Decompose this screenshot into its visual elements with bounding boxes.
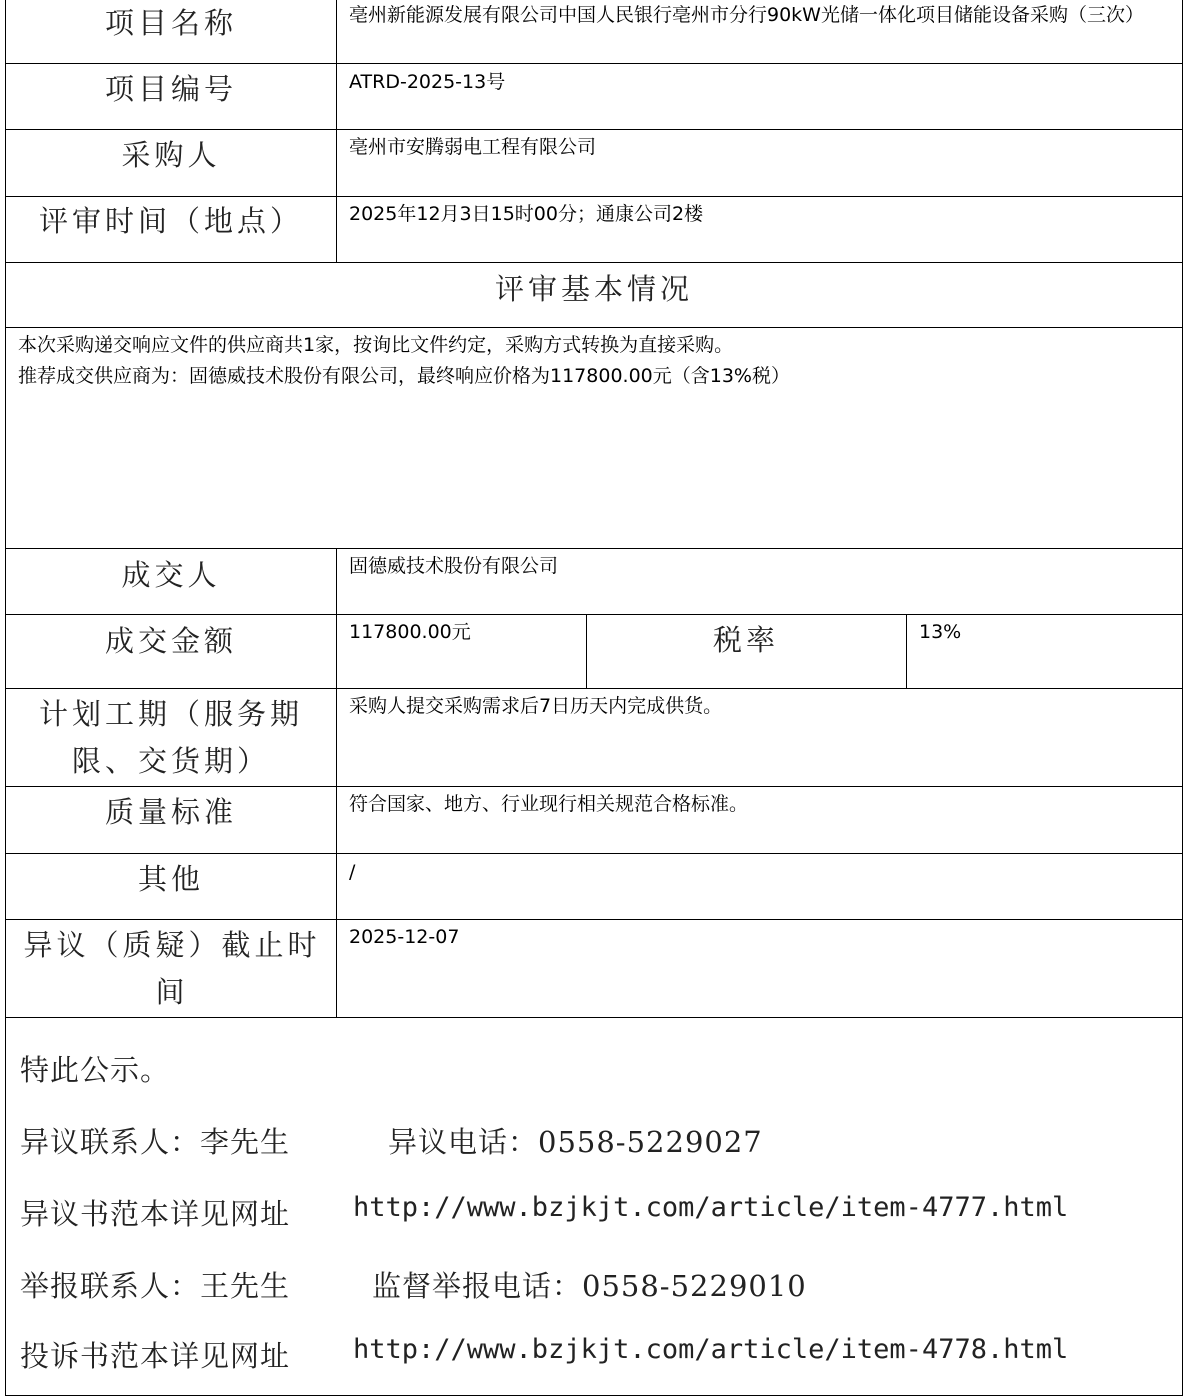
row-divider <box>6 63 1182 64</box>
column-divider <box>336 0 337 263</box>
project-number-value: ATRD-2025-13号 <box>349 71 506 93</box>
amount-label: 成交金额 <box>104 624 237 658</box>
report-phone: 监督举报电话：0558-5229010 <box>372 1269 807 1303</box>
complaint-template-link[interactable]: http://www.bzjkjt.com/article/item-4778.html <box>353 1334 1069 1365</box>
tax-rate-value: 13% <box>919 621 962 643</box>
other-label: 其他 <box>137 862 204 896</box>
row-divider <box>6 262 1182 263</box>
review-time-value: 2025年12月3日15时00分；通康公司2楼 <box>349 203 704 225</box>
complaint-template-label: 投诉书范本详见网址 <box>20 1339 291 1373</box>
row-divider <box>6 129 1182 130</box>
review-summary-line-1: 本次采购递交响应文件的供应商共1家，按询比文件约定，采购方式转换为直接采购。 <box>18 334 734 356</box>
objection-deadline-value: 2025-12-07 <box>349 926 460 948</box>
purchaser-value: 亳州市安腾弱电工程有限公司 <box>349 136 597 158</box>
row-divider <box>6 786 1182 787</box>
objection-template-label: 异议书范本详见网址 <box>20 1197 291 1231</box>
objection-phone: 异议电话：0558-5229027 <box>388 1125 763 1159</box>
project-number-label: 项目编号 <box>104 72 237 106</box>
row-divider <box>6 548 1182 549</box>
row-divider <box>6 688 1182 689</box>
other-value: / <box>349 861 356 883</box>
report-contact: 举报联系人：王先生 <box>20 1269 291 1303</box>
row-divider <box>6 1017 1182 1018</box>
winner-value: 固德威技术股份有限公司 <box>349 555 559 577</box>
announcement-table <box>5 0 1183 1396</box>
objection-template-link[interactable]: http://www.bzjkjt.com/article/item-4777.html <box>353 1192 1069 1223</box>
schedule-value: 采购人提交采购需求后7日历天内完成供货。 <box>349 695 723 717</box>
quality-label: 质量标准 <box>104 795 237 829</box>
objection-contact: 异议联系人：李先生 <box>20 1125 291 1159</box>
amount-value: 117800.00元 <box>349 621 471 643</box>
column-divider <box>906 614 907 689</box>
column-divider <box>336 548 337 1018</box>
review-section-title: 评审基本情况 <box>494 272 693 306</box>
row-divider <box>6 327 1182 328</box>
winner-label: 成交人 <box>121 558 221 592</box>
row-divider <box>6 196 1182 197</box>
schedule-label: 计划工期（服务期限、交货期） <box>38 697 303 778</box>
row-divider <box>6 853 1182 854</box>
review-time-label: 评审时间（地点） <box>38 204 303 238</box>
notice-text: 特此公示。 <box>20 1053 171 1087</box>
quality-value: 符合国家、地方、行业现行相关规范合格标准。 <box>349 793 749 815</box>
project-name-label: 项目名称 <box>104 6 237 40</box>
project-name-value: 亳州新能源发展有限公司中国人民银行亳州市分行90kW光储一体化项目储能设备采购（三次） <box>349 4 1144 26</box>
review-summary-line-2: 推荐成交供应商为：固德威技术股份有限公司，最终响应价格为117800.00元（含13%税） <box>18 365 790 387</box>
tax-rate-label: 税率 <box>712 623 779 657</box>
row-divider <box>6 919 1182 920</box>
objection-deadline-label: 异议（质疑）截止时间 <box>23 928 321 1009</box>
row-divider <box>6 614 1182 615</box>
purchaser-label: 采购人 <box>121 138 221 172</box>
